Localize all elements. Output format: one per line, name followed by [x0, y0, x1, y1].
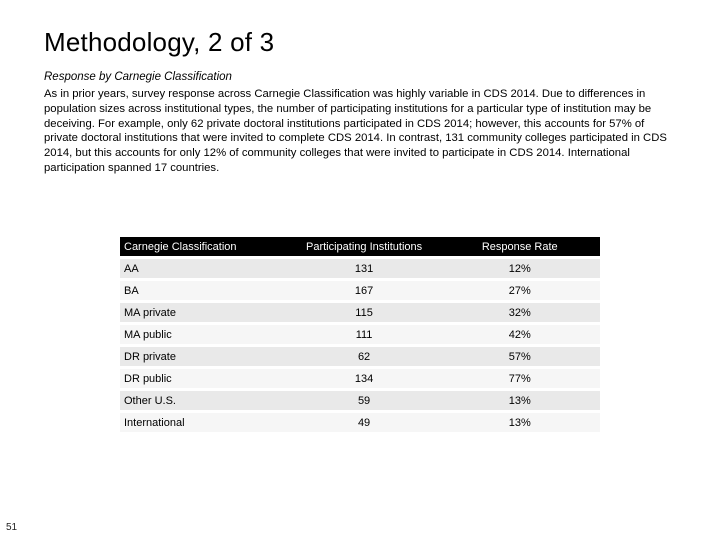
cell-institutions: 131	[289, 259, 440, 278]
cell-institutions: 115	[289, 303, 440, 322]
cell-rate: 57%	[439, 347, 600, 366]
cell-institutions: 134	[289, 369, 440, 388]
table-row	[120, 347, 600, 366]
table-row	[120, 259, 600, 278]
cell-classification: DR public	[120, 369, 289, 388]
cell-classification: DR private	[120, 347, 289, 366]
page-title: Methodology, 2 of 3	[44, 27, 275, 57]
header-response-rate: Response Rate	[439, 237, 600, 256]
cell-classification: BA	[120, 281, 289, 300]
cell-institutions: 62	[289, 347, 440, 366]
section-subtitle: Response by Carnegie Classification	[44, 71, 232, 83]
cell-institutions: 59	[289, 391, 440, 410]
cell-classification: International	[120, 413, 289, 432]
header-carnegie-classification: Carnegie Classification	[120, 237, 289, 256]
header-participating-institutions: Participating Institutions	[289, 237, 440, 256]
page-number: 51	[6, 522, 18, 533]
table-row	[120, 325, 600, 344]
cell-rate: 13%	[439, 391, 600, 410]
cell-institutions: 49	[289, 413, 440, 432]
table-header-row	[120, 237, 600, 256]
body-paragraph: As in prior years, survey response across Carnegie Classification was highly variable in CDS 2014. Due to differences in population sizes across institutional types, the number of participating institutions for a particular type of institution may be deceiving. For example, only 62 private doctoral institutions participated in CDS 2014; however, this accounts for 57% of private doctoral institutions that were invited to complete CDS 2014. In contrast, 131 community colleges participated in CDS 2014, but this accounts for only 12% of community colleges that were invited to participate in CDS 2014. International participation spanned 17 countries.	[44, 88, 667, 174]
cell-rate: 27%	[439, 281, 600, 300]
cell-classification: Other U.S.	[120, 391, 289, 410]
cell-rate: 77%	[439, 369, 600, 388]
table-row	[120, 281, 600, 300]
cell-institutions: 111	[289, 325, 440, 344]
table-row	[120, 391, 600, 410]
carnegie-response-table	[120, 234, 600, 435]
table-row	[120, 369, 600, 388]
cell-rate: 12%	[439, 259, 600, 278]
cell-classification: MA public	[120, 325, 289, 344]
table-row	[120, 413, 600, 432]
cell-rate: 32%	[439, 303, 600, 322]
cell-rate: 13%	[439, 413, 600, 432]
cell-classification: AA	[120, 259, 289, 278]
cell-classification: MA private	[120, 303, 289, 322]
cell-rate: 42%	[439, 325, 600, 344]
cell-institutions: 167	[289, 281, 440, 300]
table-row	[120, 303, 600, 322]
